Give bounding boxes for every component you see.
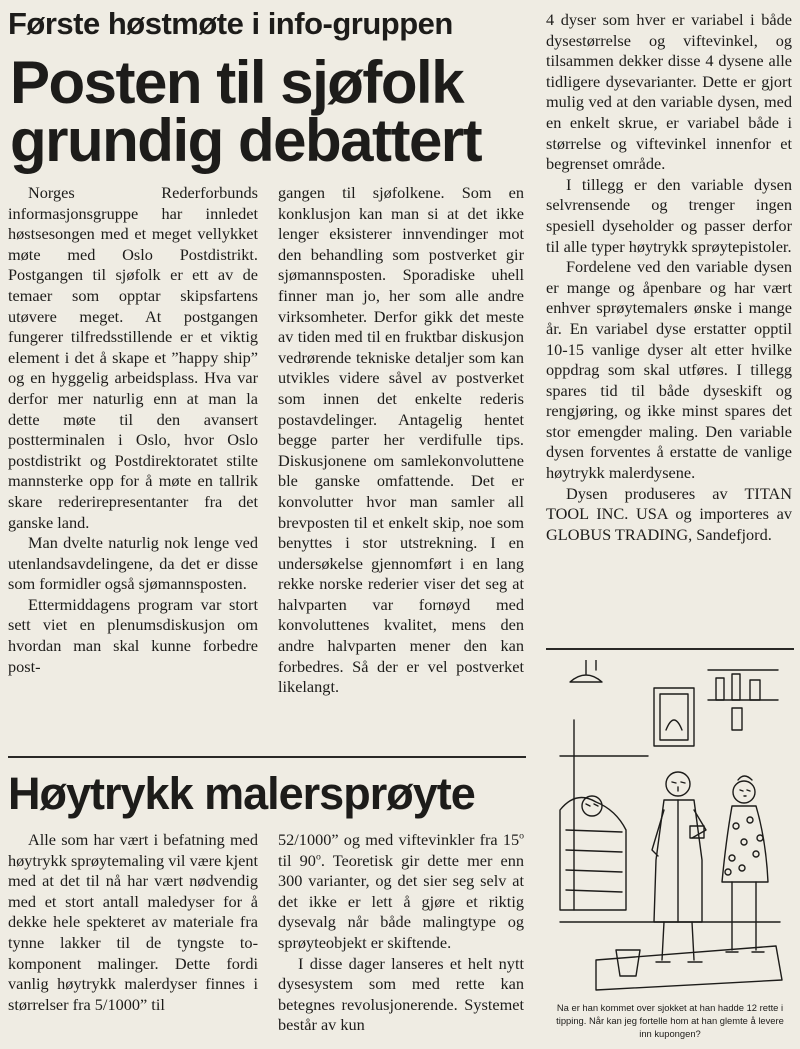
text-fragment: 52/1000” og med viftevinkler fra 15 bbox=[278, 830, 520, 849]
article1-column-1 bbox=[8, 183, 258, 677]
article2-column-3 bbox=[546, 10, 792, 545]
text-fragment: . Teoretisk gir dette mer enn 300 varianter, og det sier seg selv at det ikke er lett å gjøre et riktig dysevalg når både malingtype og sprøyteobjekt er skiftende. bbox=[278, 850, 524, 952]
headline-line-2: grundig debattert bbox=[10, 107, 482, 174]
paragraph: Norges Rederforbunds informasjonsgruppe har innledet høstsesongen med et meget vellykket møte med Oslo Postdistrikt. Postgangen til sjøfolk er ett av de temaer som opptar skipsfartens utøvere meget. At postgangen fungerer tilfredsstillende er et viktig element i det å skape et ”happy ship” og en hyggelig arbeidsplass. Hva var derfor mer naturlig enn at man la dette møte til den avansert postterminalen i Oslo, hvor Oslo postdistrikt og Postdirektoratet stilte mannsterke opp for å møte en tallrik skare rederirepresentanter fra det ganske land. bbox=[8, 183, 258, 532]
paragraph: gangen til sjøfolkene. Som en konklusjon kan man si at det ikke lenger eksisterer innvendinger mot den behandling som postverket gir sjømannsposten. Sporadiske uhell finner man jo, her som alle andre virksomheter. Derfor gikk det meste av tiden med til en fruktbar diskusjon vedrørende tekniske detaljer som kan utvikles videre såvel av postverket som innen det enkelte rederis postavdelinger. Antagelig hentet begge parter her verdifulle tips. Diskusjonene om samlekonvoluttene ble ganske omfattende. Det er konvolutter hvor man samler all brevposten til et enkelt skip, noe som benyttes i stor utstrekning. I en undersøkelse gjennomført i en lang rekke norske rederier viser det seg at halvparten var fornøyd med konvoluttenes kvalitet, mens den andre halvparten mener den kan forbedres. Så der er vel postverket likelangt. bbox=[278, 183, 524, 697]
cartoon-drawing bbox=[556, 660, 784, 996]
article-kicker: Første høstmøte i info-gruppen bbox=[8, 6, 453, 41]
article1-column-2 bbox=[278, 183, 524, 698]
article2-column-1 bbox=[8, 830, 258, 1015]
column-divider bbox=[546, 648, 794, 650]
cartoon-caption: Na er han kommet over sjokket at han hadde 12 rette i tipping. Når kan jeg fortelle hom at han glemte å levere inn kupongen? bbox=[556, 1002, 784, 1039]
cartoon-illustration bbox=[556, 660, 784, 996]
paragraph: I disse dager lanseres et helt nytt dysesystem som med rette kan betegnes revolusjonerende. Systemet består av kun bbox=[278, 953, 524, 1035]
paragraph: Ettermiddagens program var stort sett viet en plenumsdiskusjon om hvordan man skal kunne forbedre post- bbox=[8, 594, 258, 676]
article2-headline: Høytrykk malersprøyte bbox=[8, 768, 475, 819]
section-divider bbox=[8, 756, 526, 758]
paragraph: Fordelene ved den variable dysen er mange og åpenbare og har vært enhver sprøytemalers ønske i mange år. En variabel dyse erstatter opptil 10-15 vanlige dyser alt etter hvilke oppdrag som skal utføres. I tillegg spares tid til både dyseskift og rengjøring, og ikke minst spares det stor emengder maling. Den variable dysen forventes å erstatte de vanlige høytrykk malerdysene. bbox=[546, 257, 792, 483]
paragraph: 4 dyser som hver er variabel i både dysestørrelse og viftevinkel, og tilsammen dekker disse 4 dysene alle tidligere dysevarianter. Dette er gjort mulig ved at den variable dysen, med en enkelt skrue, er variabel både i størrelse og viftevinkel innenfor et begrenset område. bbox=[546, 10, 792, 174]
article2-column-2 bbox=[278, 830, 524, 1036]
paragraph bbox=[278, 830, 524, 954]
degree-sign: o bbox=[519, 830, 524, 842]
headline-line-1: Posten til sjøfolk bbox=[10, 49, 464, 116]
paragraph: I tillegg er den variable dysen selvrensende og trenger ingen spesiell dyseholder og passer derfor til alle typer høytrykk sprøytepistoler. bbox=[546, 174, 792, 256]
paragraph: Alle som har vært i befatning med høytrykk sprøytemaling vil være kjent med at det til nå har vært nødvendig med et stort antall maledyser for å dekke hele spekteret av materiale fra tynne lakker til de tyngste to-komponent malinger. Dette fordi vanlig høytrykk malerdyser finnes i størrelser fra 5/1000” til bbox=[8, 830, 258, 1014]
text-fragment: til 90 bbox=[278, 850, 316, 870]
article-headline bbox=[10, 49, 530, 174]
paragraph: Man dvelte naturlig nok lenge ved utenlandsavdelingene, da det er disse som formidler også sjømannsposten. bbox=[8, 533, 258, 594]
degree-sign: o bbox=[315, 851, 321, 863]
paragraph: Dysen produseres av TITAN TOOL INC. USA og importeres av GLOBUS TRADING, Sandefjord. bbox=[546, 483, 792, 544]
